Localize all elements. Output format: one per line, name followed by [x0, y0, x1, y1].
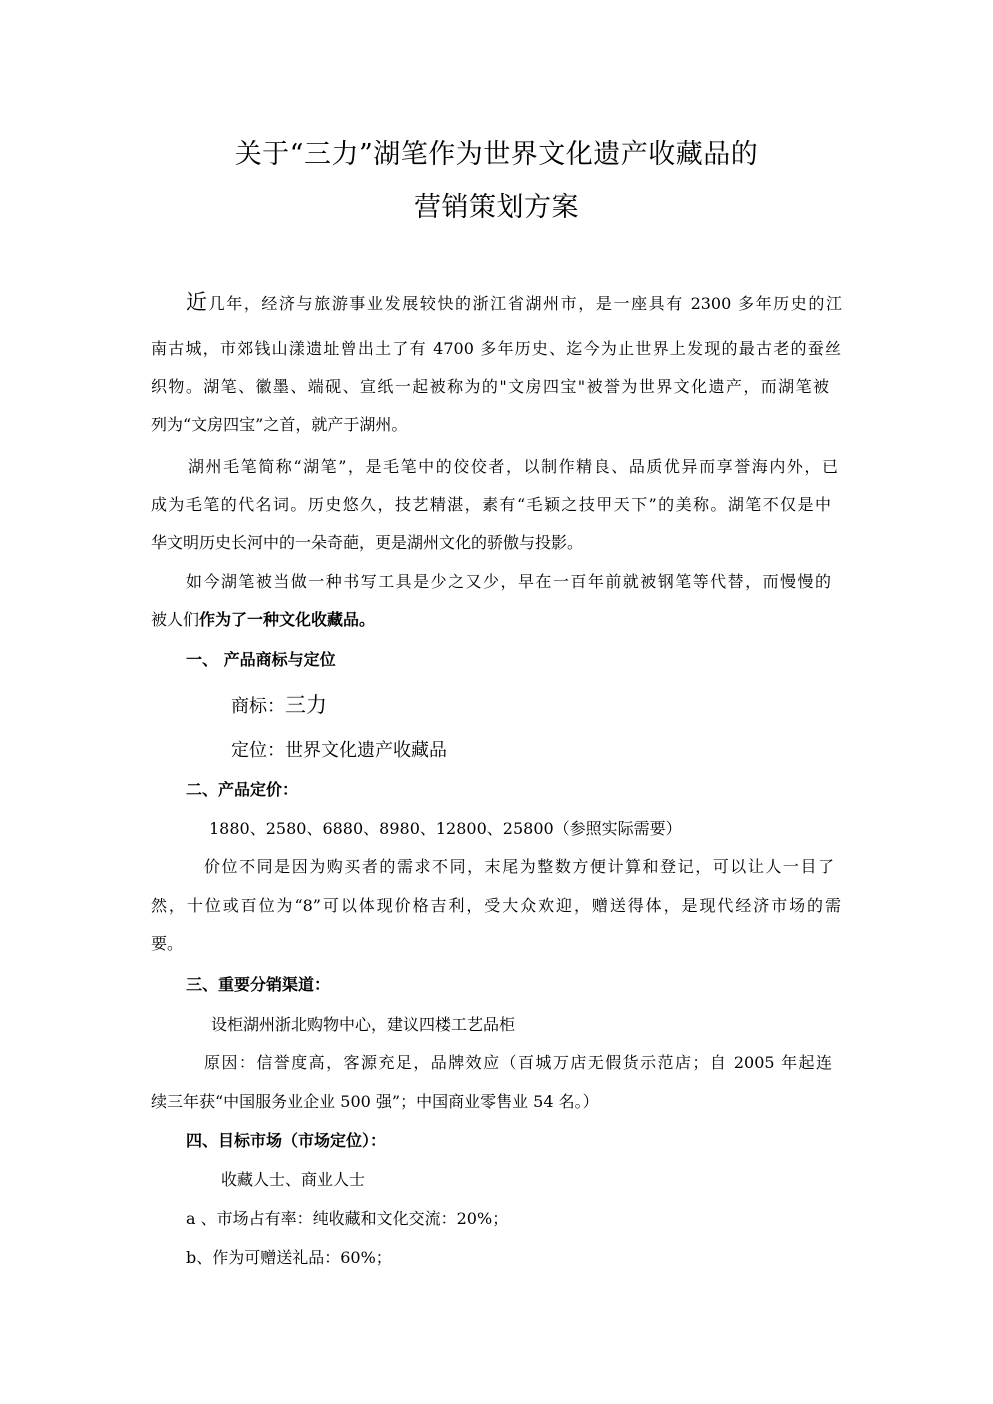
- para2-line-2: 成为毛笔的代名词。历史悠久，技艺精湛，素有“毛颖之技甲天下”的美称。湖笔不仅是中: [151, 495, 831, 514]
- market-item-a: a 、市场占有率：纯收藏和文化交流：20%；: [186, 1209, 509, 1228]
- para3-line-2-normal: 被人们: [151, 610, 200, 629]
- para3-line-1: 如今湖笔被当做一种书写工具是少之又少，早在一百年前就被钢笔等代替，而慢慢的: [186, 572, 831, 591]
- reason-line-2: 续三年获“中国服务业企业 500 强”；中国商业零售业 54 名。）: [151, 1092, 599, 1111]
- intro-line-1-text: 几年，经济与旅游事业发展较快的浙江省湖州市，是一座具有 2300 多年历史的江: [208, 294, 842, 313]
- reason-line-1: 原因：信誉度高，客源充足，品牌效应（百城万店无假货示范店；自 2005 年起连: [204, 1053, 832, 1072]
- section2-line-2: 然，十位或百位为“8”可以体现价格吉利，受大众欢迎，赠送得体，是现代经济市场的需: [151, 896, 841, 915]
- brand-line: [231, 695, 327, 717]
- section2-line-1: 价位不同是因为购买者的需求不同，末尾为整数方便计算和登记，可以让人一目了: [204, 857, 834, 876]
- intro-line-4: 列为“文房四宝”之首，就产于湖州。: [151, 415, 408, 434]
- para3-line-2-bold: 作为了一种文化收藏品。: [199, 610, 376, 629]
- para2-line-1: 湖州毛笔简称“湖笔”，是毛笔中的佼佼者，以制作精良、品质优异而享誉海内外，已: [188, 457, 838, 476]
- document-title-line-2: 营销策划方案: [414, 192, 579, 223]
- section2-line-3: 要。: [151, 934, 184, 953]
- intro-drop-cap: 近: [186, 290, 209, 314]
- para3-line-2: [151, 610, 375, 630]
- brand-value: 三力: [285, 693, 327, 717]
- section1-heading: 一、 产品商标与定位: [186, 650, 336, 669]
- para2-line-3: 华文明历史长河中的一朵奇葩，更是湖州文化的骄傲与投影。: [151, 533, 584, 552]
- target-line: 收藏人士、商业人士: [221, 1170, 366, 1189]
- brand-label: 商标：: [231, 696, 285, 717]
- intro-line-3: 织物。湖笔、徽墨、端砚、宣纸一起被称为的"文房四宝"被誉为世界文化遗产，而湖笔被: [151, 377, 829, 396]
- market-item-b: b、作为可赠送礼品：60%；: [186, 1248, 392, 1267]
- section2-heading: 二、产品定价：: [186, 780, 299, 799]
- intro-line-2: 南古城，市郊钱山漾遗址曾出土了有 4700 多年历史、迄今为止世界上发现的最古老的蚕丝: [151, 339, 841, 358]
- section4-heading: 四、目标市场（市场定位）：: [186, 1131, 387, 1150]
- section3-heading: 三、重要分销渠道：: [186, 975, 331, 994]
- document-title-line-1: 关于“三力”湖笔作为世界文化遗产收藏品的: [234, 139, 759, 170]
- position-line: 定位：世界文化遗产收藏品: [231, 740, 447, 761]
- channel-line: 设柜湖州浙北购物中心，建议四楼工艺品柜: [211, 1015, 516, 1034]
- intro-line-1: [186, 292, 842, 314]
- price-list: 1880、2580、6880、8980、12800、25800（参照实际需要）: [209, 819, 682, 838]
